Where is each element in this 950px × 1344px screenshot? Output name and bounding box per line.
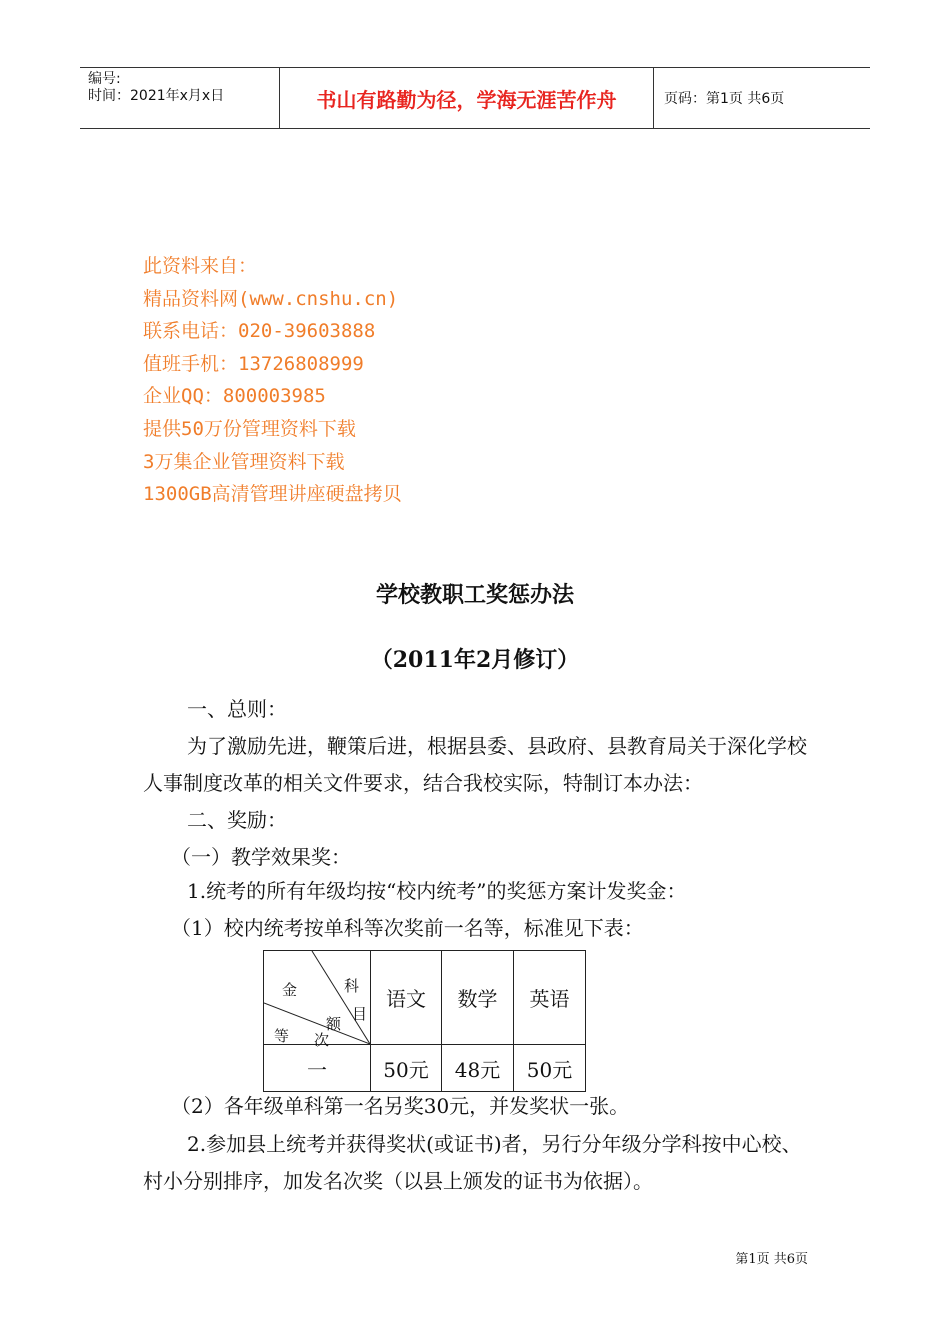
item-1-1: （1）校内统考按单科等次奖前一名等，标准见下表： — [171, 916, 644, 940]
doc-subtitle: （2011年2月修订） — [370, 647, 580, 673]
subject-header-math: 数学 — [442, 951, 514, 1045]
table-header-row — [264, 951, 586, 1045]
table-row — [264, 1045, 586, 1092]
source-line: 值班手机：13726808999 — [143, 352, 364, 375]
page-footer: 第1页 共6页 — [735, 1252, 808, 1267]
section-2-heading: 二、奖励： — [187, 808, 287, 832]
header-page-info: 页码：第1页 共6页 — [664, 91, 785, 107]
source-line: 1300GB高清管理讲座硬盘拷贝 — [143, 483, 402, 506]
header-meta — [80, 68, 280, 128]
source-line: 精品资料网(www.cnshu.cn) — [143, 287, 399, 310]
section-1-heading: 一、总则： — [187, 697, 287, 721]
corner-label-deng: 等 — [274, 1027, 290, 1045]
subsection-heading: （一）教学效果奖： — [171, 845, 351, 869]
corner-label-ci: 次 — [314, 1031, 330, 1049]
doc-title: 学校教职工奖惩办法 — [375, 582, 574, 608]
header-motto: 书山有路勤为径，学海无涯苦作舟 — [280, 68, 654, 128]
source-line: 3万集企业管理资料下载 — [143, 450, 345, 473]
corner-label-e: 额 — [326, 1015, 342, 1033]
source-line: 企业QQ：800003985 — [143, 385, 326, 408]
subject-header-chinese: 语文 — [371, 951, 442, 1045]
item-2: 2.参加县上统考并获得奖状(或证书)者，另行分年级分学科按中心校、村小分别排序，加发名次奖（以县上颁发的证书为依据）。 — [143, 1132, 802, 1193]
amount-cell: 50元 — [514, 1045, 586, 1092]
section-1-body: 为了激励先进，鞭策后进，根据县委、县政府、县教育局关于深化学校人事制度改革的相关文件要求，结合我校实际，特制订本办法： — [143, 734, 807, 795]
corner-label-ke: 科 — [344, 977, 360, 995]
item-1: 1.统考的所有年级均按“校内统考”的奖惩方案计发奖金： — [187, 879, 687, 903]
source-line: 提供50万份管理资料下载 — [143, 417, 356, 440]
subject-header-english: 英语 — [514, 951, 586, 1045]
time-label: 时间：2021年x月x日 — [88, 88, 225, 104]
page-header — [80, 67, 870, 129]
source-line: 联系电话：020-39603888 — [143, 320, 376, 343]
corner-label-jin: 金 — [282, 981, 298, 999]
amount-cell: 48元 — [442, 1045, 514, 1092]
source-line: 此资料来自： — [143, 255, 258, 277]
source-info-block — [143, 250, 402, 511]
reward-table — [263, 950, 586, 1092]
amount-cell: 50元 — [371, 1045, 442, 1092]
table-corner-cell — [264, 951, 371, 1049]
rank-cell: 一 — [264, 1045, 371, 1092]
corner-label-mu: 目 — [352, 1005, 368, 1023]
item-1-2: （2）各年级单科第一名另奖30元，并发奖状一张。 — [171, 1094, 630, 1118]
number-label: 编号: — [88, 71, 121, 87]
